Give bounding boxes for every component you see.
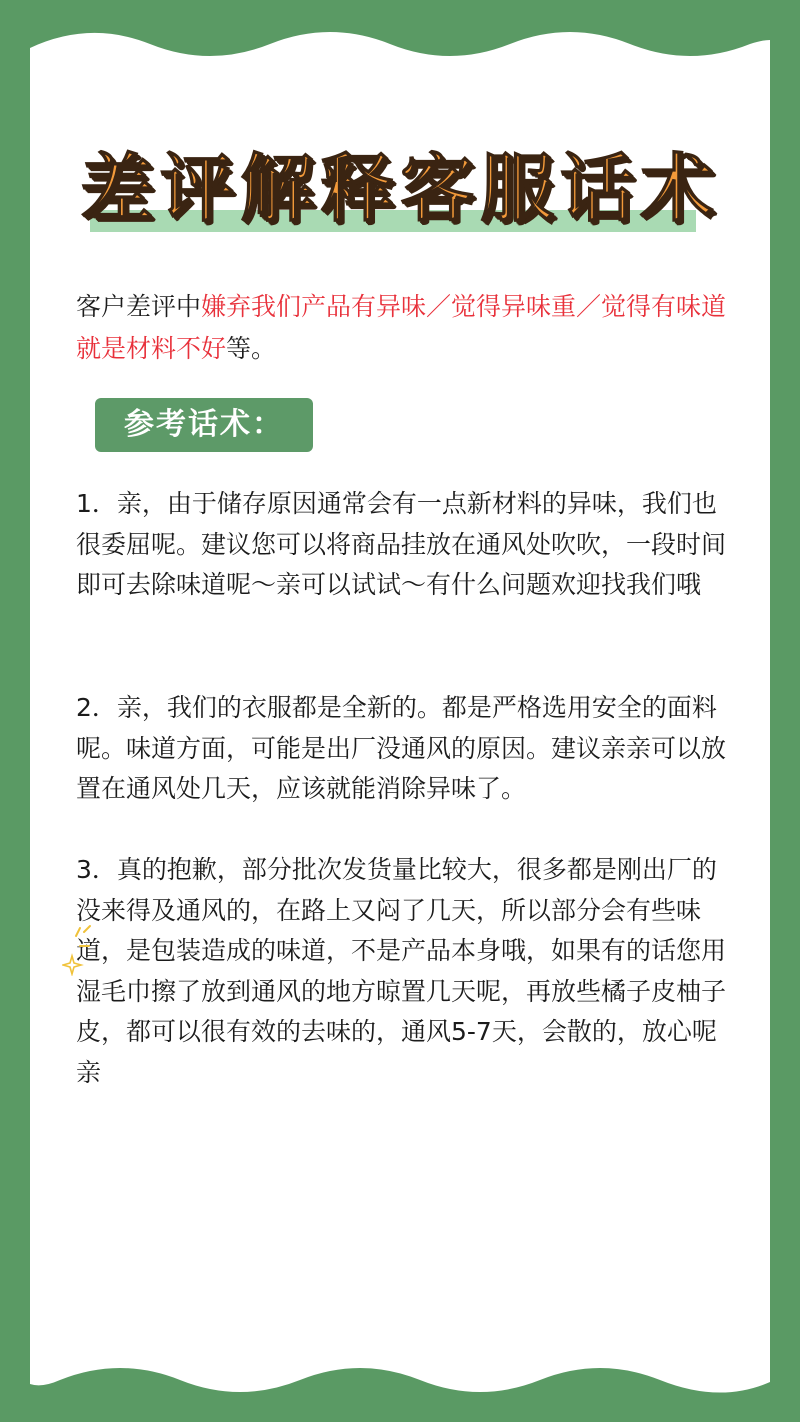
sparkle-decoration-icon [62,906,102,976]
intro-highlight: 嫌弃我们产品有异味／觉得异味重／觉得有味道就是材料不好 [76,292,727,363]
intro-paragraph [76,286,740,370]
reference-script-badge: 参考话术： [95,398,313,452]
intro-suffix: 等。 [226,334,277,363]
title-block [0,148,800,248]
script-item-2: 2．亲，我们的衣服都是全新的。都是严格选用安全的面料呢。味道方面，可能是出厂没通风的原因。建议亲亲可以放置在通风处几天，应该就能消除异味了。 [76,693,727,803]
script-item-1: 1．亲，由于储存原因通常会有一点新材料的异味，我们也很委屈呢。建议您可以将商品挂放在通风处吹吹，一段时间即可去除味道呢～亲可以试试～有什么问题欢迎找我们哦 [76,489,727,599]
page-title: 差评解释客服话术 [80,146,720,232]
script-item-3: 3．真的抱歉，部分批次发货量比较大，很多都是刚出厂的没来得及通风的，在路上又闷了几天，所以部分会有些味道，是包装造成的味道，不是产品本身哦，如果有的话您用湿毛巾擦了放到通风的地方晾置几天呢，再放些橘子皮柚子皮，都可以很有效的去味的，通风5-7天，会散的，放心呢亲 [76,855,727,1087]
intro-prefix: 客户差评中 [76,292,202,321]
